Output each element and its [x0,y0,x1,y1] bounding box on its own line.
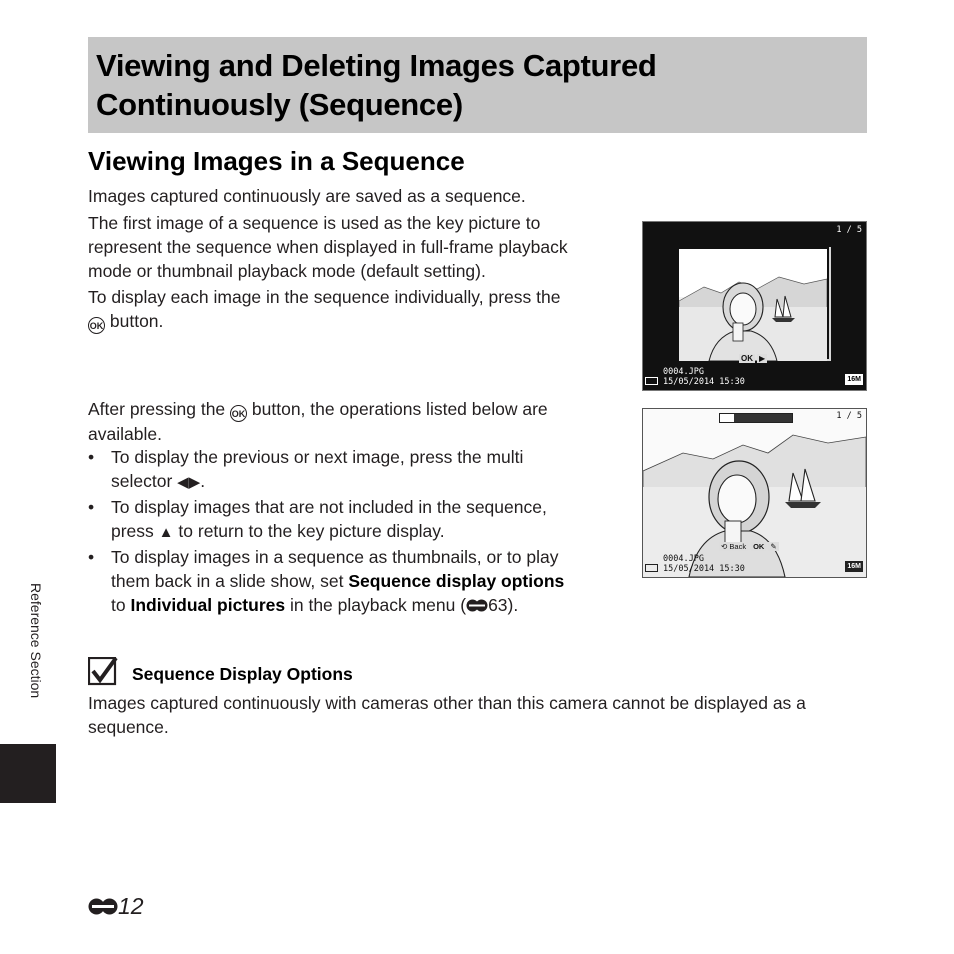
camera-screen-individual [642,408,867,578]
section-heading: Viewing Images in a Sequence [88,146,465,176]
bullet-item-thumbnails: • To display images in a sequence as thumbnails, or to play them back in a slide show, set Sequence display options to Individual pictures in the playback menu ( 63). [88,547,565,615]
menu-option-individual-pictures: Individual pictures [130,595,286,615]
chapter-title-band [88,37,867,133]
ok-play-hint: OK ▶ [741,354,766,363]
multi-selector-up-icon: ▲ [158,524,174,541]
bullet-list [88,445,621,617]
back-ok-hint: ⟲ Back OK ✎ [721,542,777,551]
page-number: 12 [88,893,144,920]
rotate-icon: ⟲ [721,542,728,551]
sequence-progress-bar [719,413,793,423]
reference-section-icon [466,599,488,612]
battery-icon [645,564,658,572]
frame-counter: 1 / 5 [836,225,862,235]
title-line-2: Continuously (Sequence) [96,87,463,122]
paragraph-key-picture: The first image of a sequence is used as the key picture to represent the sequence when displayed in full-frame playback mode or thumbnail playback mode (default setting). [88,213,568,281]
menu-option-sequence-display: Sequence display options [348,571,565,591]
title-line-1: Viewing and Deleting Images Captured [96,48,657,83]
note-heading: Sequence Display Options [132,664,353,684]
battery-icon [645,377,658,385]
date-time: 15/05/2014 15:30 [663,564,745,574]
sequence-progress-fill [720,414,734,422]
date-time: 15/05/2014 15:30 [663,377,745,387]
paragraph-after-ok: After pressing the OK button, the operations listed below are available. [88,399,548,444]
paragraph-display-individually: To display each image in the sequence individually, press the OK button. [88,285,618,334]
image-size-icon: 16M [847,563,861,570]
ok-button-icon: OK [88,317,105,334]
page-title [96,46,657,124]
page-reference: 63 [488,595,508,615]
note-body: Images captured continuously with cameras other than this camera cannot be displayed as a sequence. [88,693,806,737]
image-size-icon: 16M [847,376,861,383]
paragraph-intro: Images captured continuously are saved as a sequence. [88,186,526,206]
bullet-item-prev-next: • To display the previous or next image, press the multi selector ◀▶. [88,447,524,491]
file-name: 0004.JPG [663,554,704,564]
ok-button-icon: OK [230,405,247,422]
section-tab-marker [0,744,56,803]
camera-screen-key-picture [642,221,867,391]
multi-selector-left-right-icon: ◀▶ [177,474,201,491]
back-hint: ⟲ Back [721,542,747,551]
sequence-photo-thumbnail [679,249,827,361]
side-section-label: Reference Section [28,583,44,699]
play-icon: ▶ [759,354,766,363]
edit-icon: ✎ [770,542,777,551]
note-checkmark-icon [88,657,118,687]
file-name: 0004.JPG [663,367,704,377]
bullet-item-return: • To display images that are not included in the sequence, press ▲ to return to the key picture display. [88,497,547,541]
reference-section-icon [88,898,118,915]
frame-counter: 1 / 5 [836,411,862,421]
